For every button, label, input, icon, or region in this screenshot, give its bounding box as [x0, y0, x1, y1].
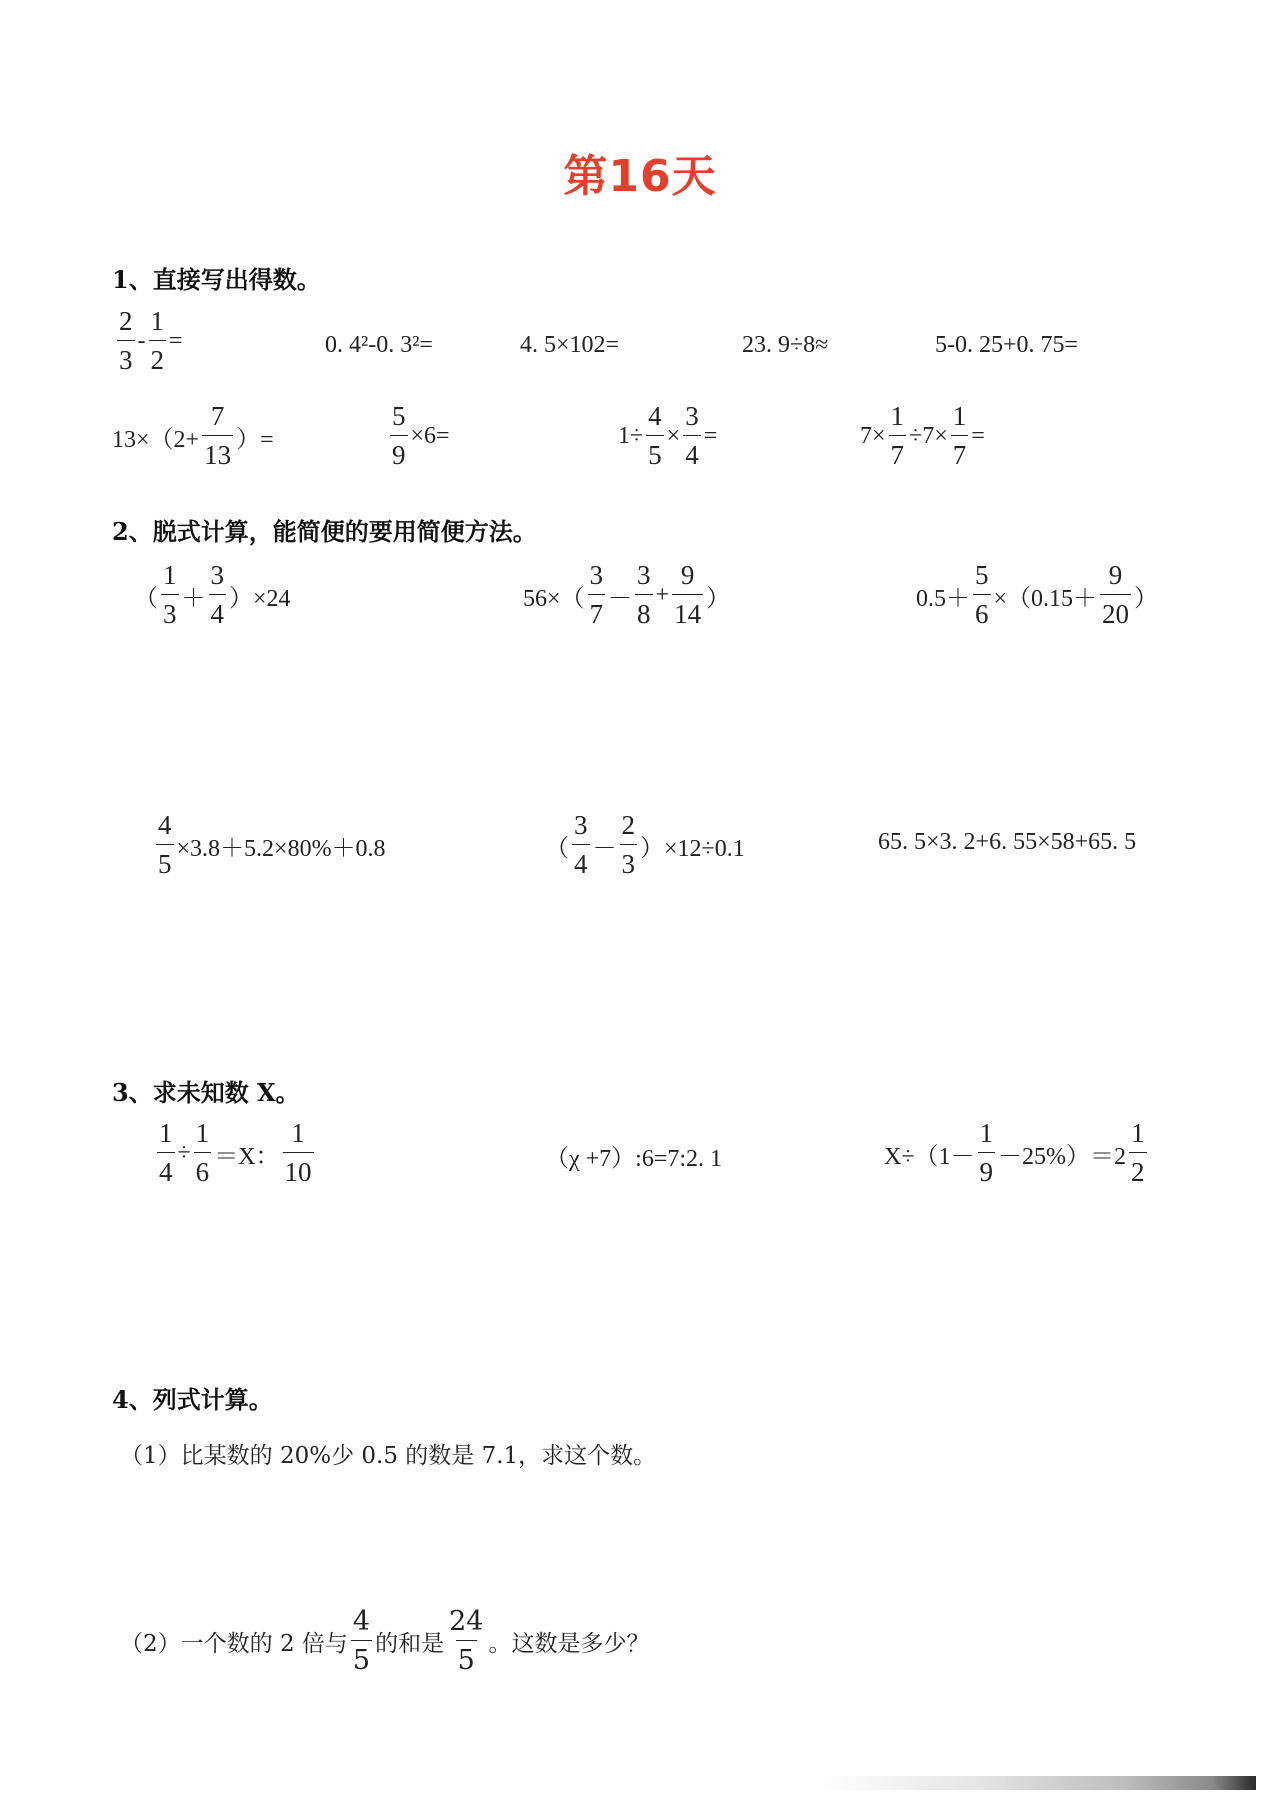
fraction: $\frac{3}{4}$	[685, 401, 699, 470]
fraction: $\frac{9}{20}$	[1102, 560, 1130, 629]
fraction: $\frac{3}{4}$	[574, 810, 588, 879]
fraction: $\frac{3}{7}$	[589, 560, 604, 629]
fraction: $\frac{4}{5}$	[352, 1606, 371, 1676]
fraction: $\frac{1}{6}$	[195, 1118, 210, 1187]
section-1-heading: 1、直接写出得数。	[112, 265, 321, 294]
fraction: $\frac{1}{2}$	[150, 306, 164, 375]
s1-expr-8: 1÷ $\frac{4}{5}$ × $\frac{3}{4}$ =	[618, 401, 718, 470]
s1-expr-5: 5-0. 25+0. 75=	[935, 332, 1079, 358]
fraction: $\frac{1}{3}$	[163, 560, 177, 629]
s4-question-2: （2）一个数的 2 倍与 $\frac{4}{5}$ 的和是 $\frac{24}{5}$ 。这数是多少？	[120, 1606, 650, 1676]
s3-expr-1: $\frac{1}{4}$ ÷ $\frac{1}{6}$ ＝X： $\frac{1}{10}$	[159, 1118, 312, 1187]
fraction: $\frac{1}{4}$	[159, 1118, 173, 1187]
fraction: $\frac{1}{9}$	[979, 1118, 994, 1187]
fraction: $\frac{2}{3}$	[621, 810, 635, 879]
scroll-indicator-bar	[820, 1776, 1256, 1790]
s1-expr-4: 23. 9÷8≈	[742, 332, 829, 358]
fraction: $\frac{5}{6}$	[975, 560, 989, 629]
fraction: $\frac{1}{10}$	[284, 1118, 312, 1187]
s2-expr-2: 56×（ $\frac{3}{7}$ － $\frac{3}{8}$ + $\frac{9}{14}$ ）	[523, 560, 731, 629]
fraction: $\frac{3}{8}$	[637, 560, 651, 629]
fraction: $\frac{1}{7}$	[952, 401, 967, 470]
s3-expr-3: X÷（1－ $\frac{1}{9}$ －25%）＝2 $\frac{1}{2}$	[884, 1118, 1145, 1187]
fraction: $\frac{5}{9}$	[392, 401, 406, 470]
s2-expr-6: 65. 5×3. 2+6. 55×58+65. 5	[878, 829, 1137, 855]
s2-expr-4: $\frac{4}{5}$ ×3.8＋5.2×80%＋0.8	[158, 810, 386, 879]
fraction: $\frac{4}{5}$	[158, 810, 172, 879]
fraction: $\frac{1}{7}$	[890, 401, 905, 470]
fraction: $\frac{3}{4}$	[210, 560, 224, 629]
s1-expr-9: 7× $\frac{1}{7}$ ÷7× $\frac{1}{7}$ =	[860, 401, 985, 470]
s3-expr-2: （χ +7）:6=7:2. 1	[545, 1146, 723, 1172]
s1-expr-2: 0. 4²-0. 3²=	[325, 332, 433, 358]
s2-expr-3: 0.5＋ $\frac{5}{6}$ ×（0.15＋ $\frac{9}{20}$ ）	[916, 560, 1159, 629]
fraction: $\frac{24}{5}$	[449, 1606, 484, 1676]
s1-expr-6: 13×（2+ $\frac{7}{13}$ ）=	[112, 401, 274, 470]
section-4-heading: 4、列式计算。	[112, 1385, 273, 1414]
fraction: $\frac{7}{13}$	[204, 401, 232, 470]
section-3-heading: 3、求未知数 X。	[112, 1078, 300, 1107]
fraction: $\frac{1}{2}$	[1131, 1118, 1145, 1187]
fraction: $\frac{4}{5}$	[648, 401, 662, 470]
fraction: $\frac{9}{14}$	[674, 560, 702, 629]
s1-expr-7: $\frac{5}{9}$ ×6=	[392, 401, 450, 470]
s1-expr-1: $\frac{2}{3}$ - $\frac{1}{2}$ =	[119, 306, 183, 375]
s2-expr-1: （ $\frac{1}{3}$ ＋ $\frac{3}{4}$ ）×24	[134, 560, 291, 629]
s1-expr-3: 4. 5×102=	[520, 332, 620, 358]
fraction: $\frac{2}{3}$	[119, 306, 133, 375]
s2-expr-5: （ $\frac{3}{4}$ － $\frac{2}{3}$ ）×12÷0.1	[545, 810, 745, 879]
s4-question-1: （1）比某数的 20%少 0.5 的数是 7.1，求这个数。	[120, 1443, 657, 1469]
page-title: 第16天	[563, 151, 717, 202]
section-2-heading: 2、脱式计算，能简便的要用简便方法。	[112, 517, 537, 546]
